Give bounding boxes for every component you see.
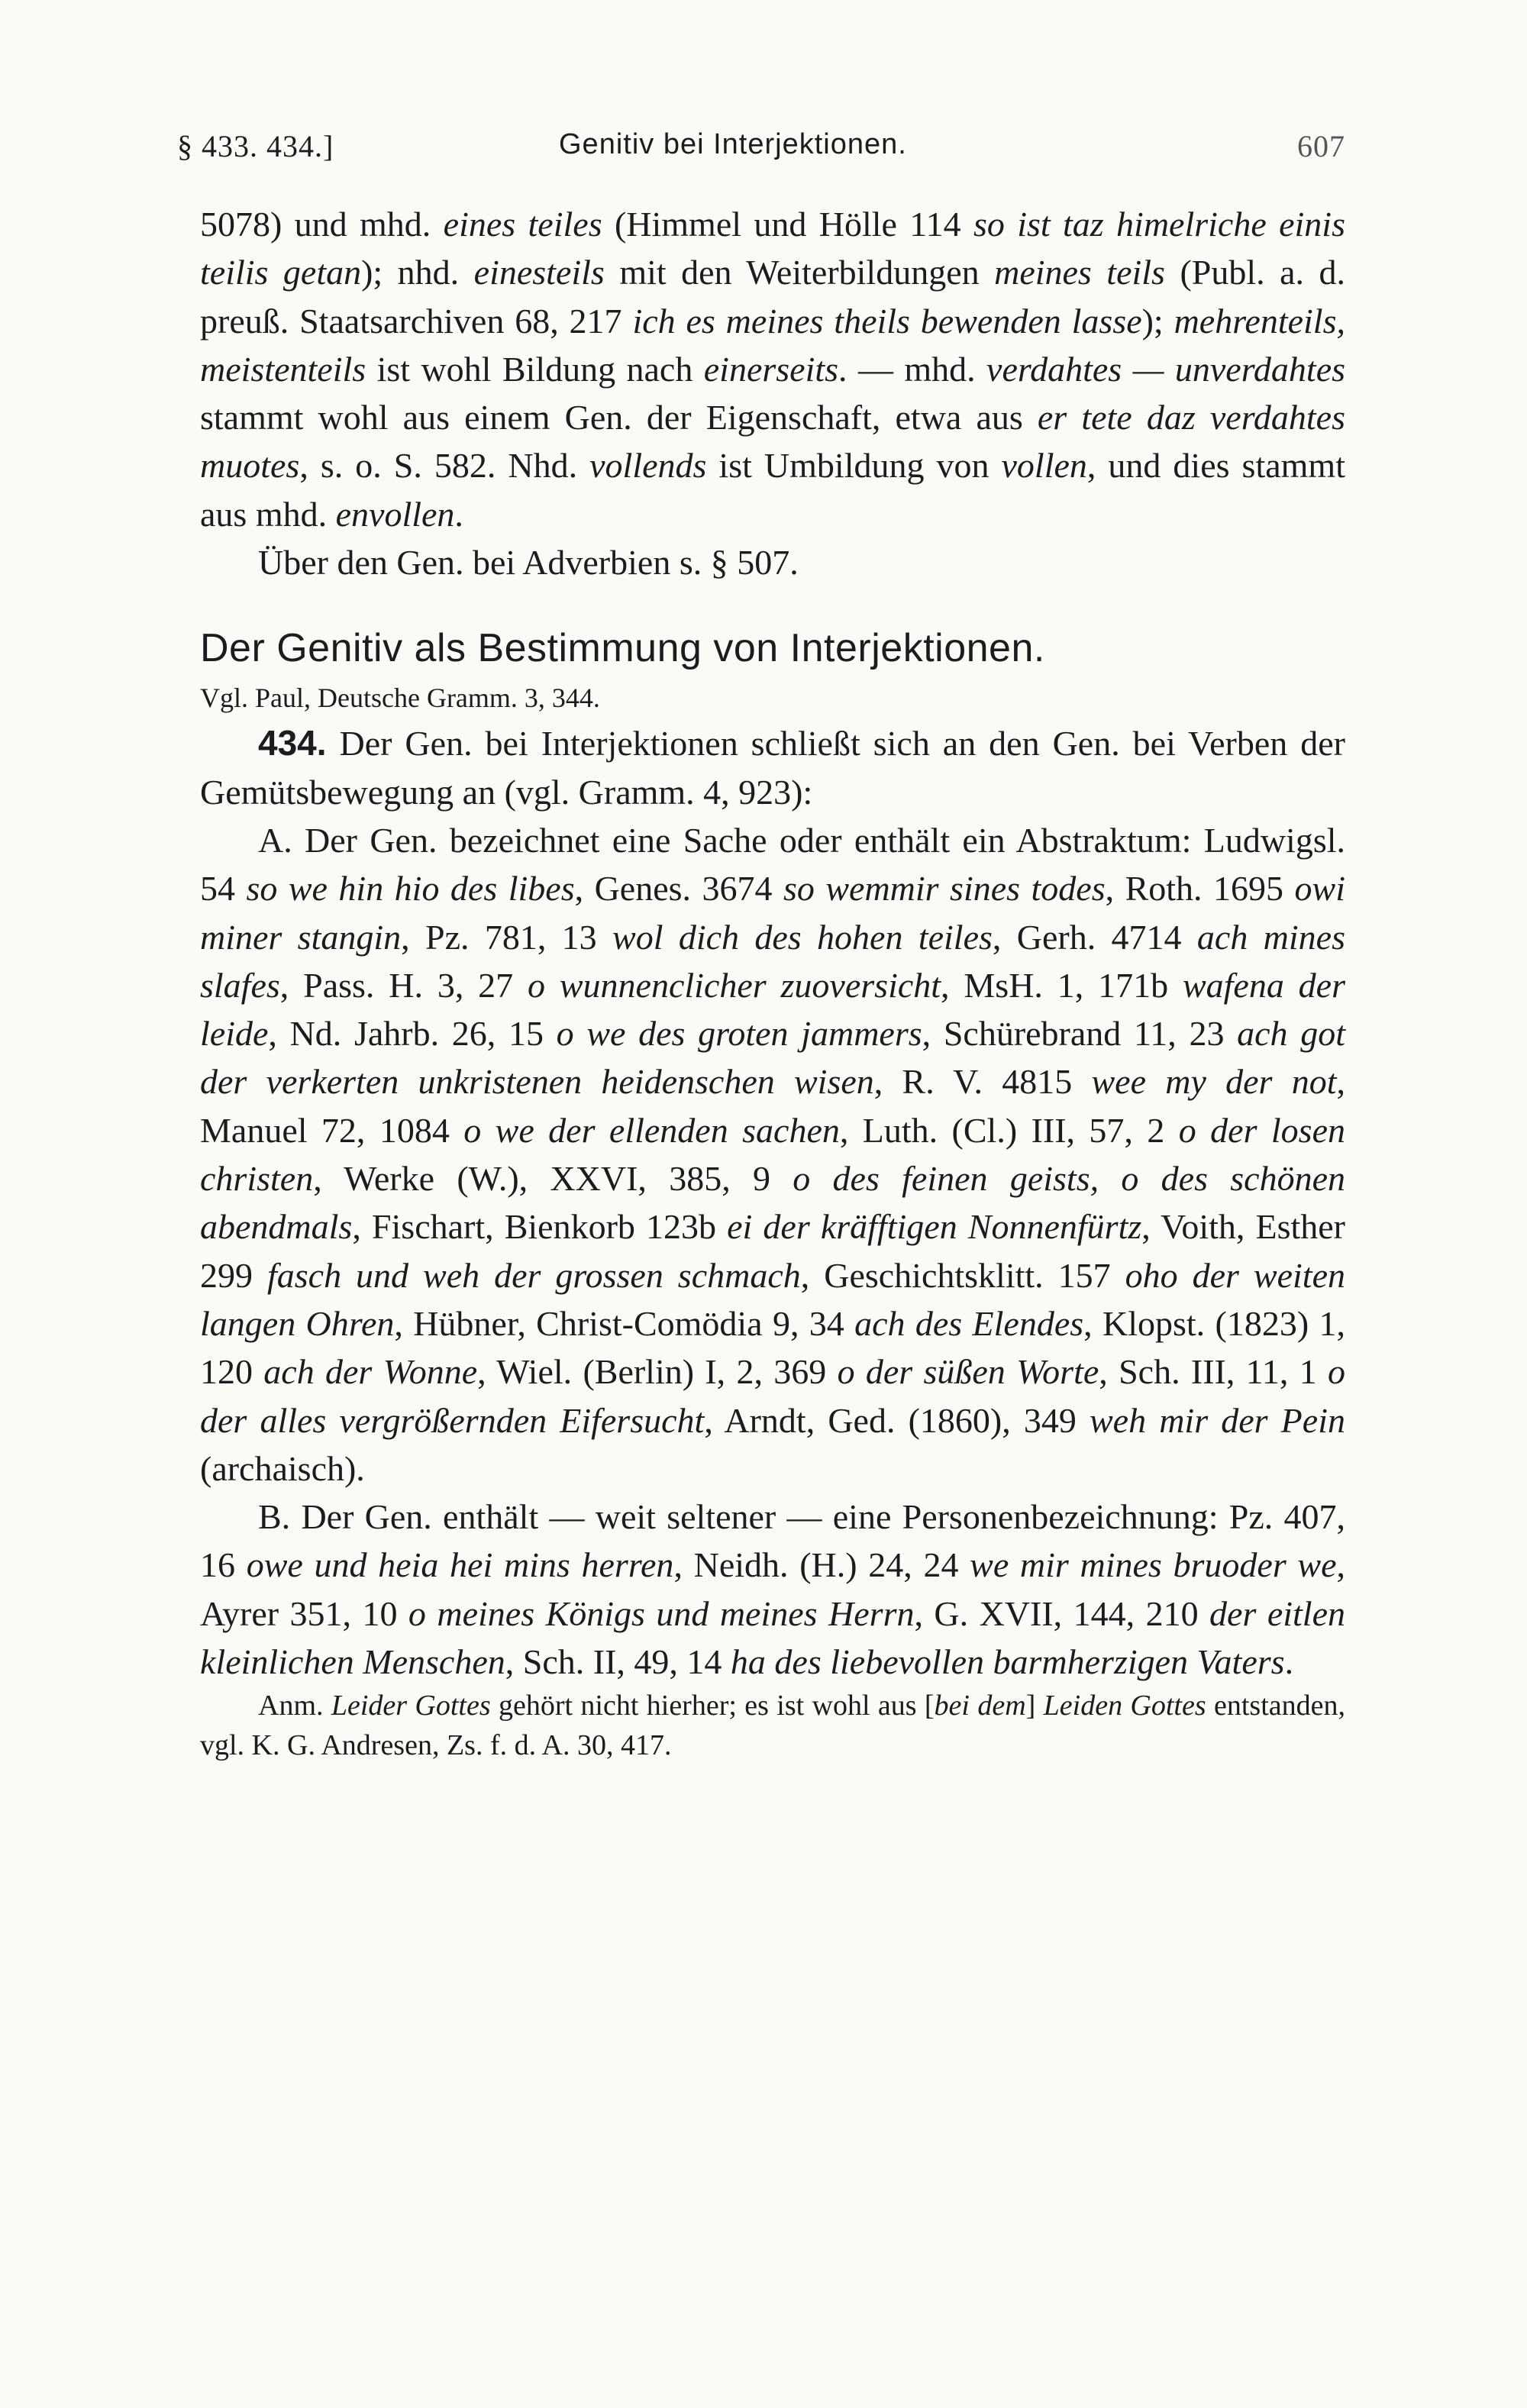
annotation-note: Anm. Leider Gottes gehört nicht hierher; es ist wohl aus [bei dem] Leiden Gottes entstanden, vgl. K. G. Andresen, Zs. f. d. A. 30, 417. [200,1690,1346,1762]
running-head [177,128,1345,174]
literature-reference: Vgl. Paul, Deutsche Gramm. 3, 344. [200,683,600,714]
paragraph-number: 434. [258,723,327,763]
paragraph-434: 434. Der Gen. bei Interjektionen schließt sich an den Gen. bei Verben der Gemütsbewegung an (vgl. Gramm. 4, 923): [200,723,1345,812]
body-text [200,200,1345,1765]
note-label: Anm. [258,1690,324,1722]
paragraph-433-continuation: 5078) und mhd. eines teiles (Himmel und Hölle 114 so ist taz himelriche einis teilis getan); nhd. einesteils mit den Weiterbildungen meines teils (Publ. a. d. preuß. Staatsarchiven 68, 217 ich es meines theils bewenden lasse); mehrenteils, meistenteils ist wohl Bildung nach einerseits. — mhd. verdahtes — unverdahtes stammt wohl aus einem Gen. der Eigenschaft, etwa aus er tete daz verdahtes muotes, s. o. S. 582. Nhd. vollends ist Umbildung von vollen, und dies stammt aus mhd. envollen. [200,205,1346,534]
subsection-b: B. Der Gen. enthält — weit seltener — eine Personenbezeichnung: Pz. 407, 16 owe und heia hei mins herren, Neidh. (H.) 24, 24 we mir mines bruoder we, Ayrer 351, 10 o meines Königs und meines Herrn, G. XVII, 144, 210 der eitlen kleinlichen Menschen, Sch. II, 49, 14 ha des liebevollen barmherzigen Vaters. [200,1497,1346,1682]
adverb-cross-reference: Über den Gen. bei Adverbien s. § 507. [258,543,799,583]
subsection-a: A. Der Gen. bezeichnet eine Sache oder enthält ein Abstraktum: Ludwigsl. 54 so we hin hio des libes, Genes. 3674 so wemmir sines todes, Roth. 1695 owi miner stangin, Pz. 781, 13 wol dich des hohen teiles, Gerh. 4714 ach mines slafes, Pass. H. 3, 27 o wunnenclicher zuoversicht, MsH. 1, 171b wafena der leide, Nd. Jahrb. 26, 15 o we des groten jammers, Schürebrand 11, 23 ach got der verkerten unkristenen heidenschen wisen, R. V. 4815 wee my der not, Manuel 72, 1084 o we der ellenden sachen, Luth. (Cl.) III, 57, 2 o der losen christen, Werke (W.), XXVI, 385, 9 o des feinen geists, o des schönen abendmals, Fischart, Bienkorb 123b ei der kräfftigen Nonnenfürtz, Voith, Esther 299 fasch und weh der grossen schmach, Geschichtsklitt. 157 oho der weiten langen Ohren, Hübner, Christ-Comödia 9, 34 ach des Elendes, Klopst. (1823) 1, 120 ach der Wonne, Wiel. (Berlin) I, 2, 369 o der süßen Worte, Sch. III, 11, 1 o der alles vergrößernden Eifersucht, Arndt, Ged. (1860), 349 weh mir der Pein (archaisch). [200,820,1346,1488]
chapter-title: Genitiv bei Interjektionen. [559,128,907,160]
spacer [200,586,1345,620]
section-heading: Der Genitiv als Bestimmung von Interjektionen. [200,626,1045,671]
section-range: § 433. 434.] [177,129,334,163]
page-number: 607 [1297,129,1345,163]
